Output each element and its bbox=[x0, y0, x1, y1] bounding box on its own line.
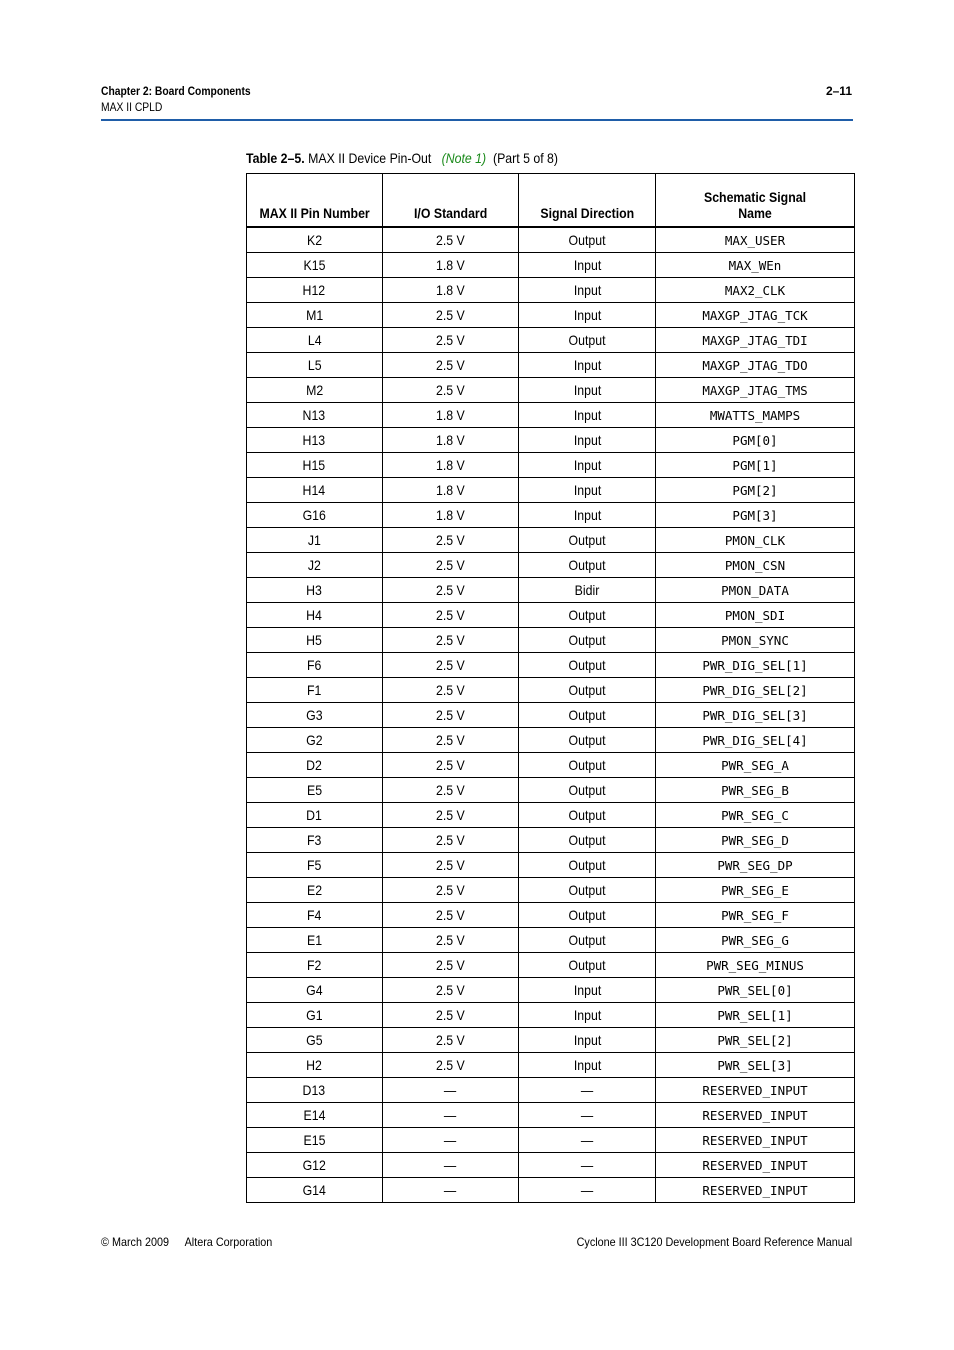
signal-direction-cell: Input bbox=[519, 428, 656, 453]
table-caption bbox=[246, 150, 558, 166]
signal-name-cell: PWR_SEL[1] bbox=[656, 1003, 855, 1028]
signal-name-cell: MAXGP_JTAG_TDO bbox=[656, 353, 855, 378]
table-row bbox=[247, 978, 855, 1003]
table-row bbox=[247, 753, 855, 778]
table-row bbox=[247, 628, 855, 653]
pin-number-cell: H3 bbox=[247, 578, 383, 603]
io-standard-cell: 2.5 V bbox=[382, 378, 519, 403]
table-row bbox=[247, 1003, 855, 1028]
signal-name-cell: PWR_SEL[2] bbox=[656, 1028, 855, 1053]
table-row bbox=[247, 478, 855, 503]
signal-name-cell: PWR_DIG_SEL[4] bbox=[656, 728, 855, 753]
io-standard-cell: 2.5 V bbox=[382, 1003, 519, 1028]
table-row bbox=[247, 353, 855, 378]
io-standard-cell: 2.5 V bbox=[382, 953, 519, 978]
signal-name-cell: PWR_DIG_SEL[2] bbox=[656, 678, 855, 703]
signal-name-cell: PWR_SEG_G bbox=[656, 928, 855, 953]
signal-direction-cell: Input bbox=[519, 403, 656, 428]
signal-name-cell: PWR_SEG_MINUS bbox=[656, 953, 855, 978]
io-standard-cell: 1.8 V bbox=[382, 428, 519, 453]
signal-direction-cell: Output bbox=[519, 603, 656, 628]
table-row bbox=[247, 653, 855, 678]
caption-title: MAX II Device Pin-Out bbox=[308, 150, 432, 166]
pin-number-cell: E1 bbox=[247, 928, 383, 953]
io-standard-cell: 2.5 V bbox=[382, 778, 519, 803]
signal-direction-cell: Output bbox=[519, 753, 656, 778]
pin-number-cell: M2 bbox=[247, 378, 383, 403]
io-standard-cell: 1.8 V bbox=[382, 278, 519, 303]
table-row bbox=[247, 378, 855, 403]
io-standard-cell: 2.5 V bbox=[382, 227, 519, 253]
table-row bbox=[247, 303, 855, 328]
pin-number-cell: G5 bbox=[247, 1028, 383, 1053]
table-row bbox=[247, 803, 855, 828]
pin-number-cell: G1 bbox=[247, 1003, 383, 1028]
io-standard-cell: 2.5 V bbox=[382, 653, 519, 678]
pin-number-cell: H15 bbox=[247, 453, 383, 478]
table-row bbox=[247, 778, 855, 803]
header-rule bbox=[101, 119, 853, 121]
pin-number-cell: E14 bbox=[247, 1103, 383, 1128]
io-standard-cell: — bbox=[382, 1178, 519, 1203]
io-standard-cell: 2.5 V bbox=[382, 328, 519, 353]
table-row bbox=[247, 403, 855, 428]
io-standard-cell: 1.8 V bbox=[382, 253, 519, 278]
pin-number-cell: F2 bbox=[247, 953, 383, 978]
pin-number-cell: E5 bbox=[247, 778, 383, 803]
signal-direction-cell: Bidir bbox=[519, 578, 656, 603]
signal-direction-cell: Input bbox=[519, 378, 656, 403]
signal-name-cell: MAX_USER bbox=[656, 227, 855, 253]
table-row bbox=[247, 578, 855, 603]
pin-number-cell: D2 bbox=[247, 753, 383, 778]
signal-name-cell: MAX_WEn bbox=[656, 253, 855, 278]
table-row bbox=[247, 503, 855, 528]
signal-direction-cell: Input bbox=[519, 1028, 656, 1053]
pin-number-cell: H14 bbox=[247, 478, 383, 503]
signal-direction-cell: Output bbox=[519, 703, 656, 728]
signal-direction-cell: Input bbox=[519, 978, 656, 1003]
signal-name-cell: PMON_CSN bbox=[656, 553, 855, 578]
io-standard-cell: 2.5 V bbox=[382, 878, 519, 903]
pin-number-cell: F4 bbox=[247, 903, 383, 928]
signal-name-cell: PWR_SEG_DP bbox=[656, 853, 855, 878]
signal-direction-cell: Output bbox=[519, 227, 656, 253]
table-row bbox=[247, 1053, 855, 1078]
io-standard-cell: 1.8 V bbox=[382, 478, 519, 503]
pin-number-cell: N13 bbox=[247, 403, 383, 428]
signal-direction-cell: Output bbox=[519, 328, 656, 353]
signal-name-cell: RESERVED_INPUT bbox=[656, 1103, 855, 1128]
pin-number-cell: M1 bbox=[247, 303, 383, 328]
pin-number-cell: K2 bbox=[247, 227, 383, 253]
table-row bbox=[247, 1078, 855, 1103]
table-row bbox=[247, 553, 855, 578]
io-standard-cell: 1.8 V bbox=[382, 403, 519, 428]
signal-name-cell: PMON_DATA bbox=[656, 578, 855, 603]
caption-note-link[interactable]: (Note 1) bbox=[441, 150, 487, 166]
pin-number-cell: F5 bbox=[247, 853, 383, 878]
table-row bbox=[247, 453, 855, 478]
pin-number-cell: F3 bbox=[247, 828, 383, 853]
pin-number-cell: E15 bbox=[247, 1128, 383, 1153]
signal-direction-cell: — bbox=[519, 1128, 656, 1153]
signal-name-cell: RESERVED_INPUT bbox=[656, 1078, 855, 1103]
signal-name-cell: PWR_SEG_B bbox=[656, 778, 855, 803]
signal-name-cell: PGM[2] bbox=[656, 478, 855, 503]
io-standard-cell: 2.5 V bbox=[382, 828, 519, 853]
table-row bbox=[247, 603, 855, 628]
pin-number-cell: G3 bbox=[247, 703, 383, 728]
signal-name-cell: PWR_SEG_C bbox=[656, 803, 855, 828]
signal-name-cell: RESERVED_INPUT bbox=[656, 1153, 855, 1178]
table-row bbox=[247, 253, 855, 278]
io-standard-cell: 2.5 V bbox=[382, 578, 519, 603]
signal-name-cell: PMON_SYNC bbox=[656, 628, 855, 653]
table-row bbox=[247, 853, 855, 878]
signal-name-cell: PMON_CLK bbox=[656, 528, 855, 553]
table-row bbox=[247, 1028, 855, 1053]
pinout-table bbox=[246, 173, 855, 1203]
io-standard-cell: 2.5 V bbox=[382, 603, 519, 628]
signal-name-cell: PWR_SEL[0] bbox=[656, 978, 855, 1003]
pin-number-cell: G2 bbox=[247, 728, 383, 753]
header-io-standard: I/O Standard bbox=[382, 174, 519, 228]
io-standard-cell: 2.5 V bbox=[382, 628, 519, 653]
io-standard-cell: 2.5 V bbox=[382, 303, 519, 328]
page-number: 2–11 bbox=[825, 84, 852, 98]
io-standard-cell: 2.5 V bbox=[382, 528, 519, 553]
table-row bbox=[247, 678, 855, 703]
io-standard-cell: 1.8 V bbox=[382, 453, 519, 478]
table-row bbox=[247, 703, 855, 728]
io-standard-cell: 1.8 V bbox=[382, 503, 519, 528]
signal-direction-cell: Output bbox=[519, 903, 656, 928]
table-row bbox=[247, 903, 855, 928]
pin-number-cell: H2 bbox=[247, 1053, 383, 1078]
signal-direction-cell: Output bbox=[519, 628, 656, 653]
signal-direction-cell: Output bbox=[519, 528, 656, 553]
pin-number-cell: F6 bbox=[247, 653, 383, 678]
signal-name-cell: RESERVED_INPUT bbox=[656, 1128, 855, 1153]
signal-direction-cell: — bbox=[519, 1153, 656, 1178]
table-row bbox=[247, 328, 855, 353]
signal-name-cell: MWATTS_MAMPS bbox=[656, 403, 855, 428]
signal-name-cell: MAX2_CLK bbox=[656, 278, 855, 303]
chapter-title: Chapter 2: Board Components bbox=[101, 84, 251, 98]
io-standard-cell: 2.5 V bbox=[382, 803, 519, 828]
signal-direction-cell: Output bbox=[519, 678, 656, 703]
signal-direction-cell: Output bbox=[519, 728, 656, 753]
table-row bbox=[247, 728, 855, 753]
io-standard-cell: 2.5 V bbox=[382, 553, 519, 578]
signal-name-cell: PWR_SEG_F bbox=[656, 903, 855, 928]
table-row bbox=[247, 428, 855, 453]
footer-manual-title: Cyclone III 3C120 Development Board Reference Manual bbox=[576, 1235, 852, 1249]
signal-direction-cell: Output bbox=[519, 778, 656, 803]
pin-number-cell: D13 bbox=[247, 1078, 383, 1103]
signal-name-cell: PWR_DIG_SEL[3] bbox=[656, 703, 855, 728]
io-standard-cell: 2.5 V bbox=[382, 853, 519, 878]
table-row bbox=[247, 1128, 855, 1153]
table-row bbox=[247, 528, 855, 553]
signal-direction-cell: Input bbox=[519, 453, 656, 478]
header-pin-number: MAX II Pin Number bbox=[247, 174, 383, 228]
pin-number-cell: G16 bbox=[247, 503, 383, 528]
signal-name-cell: PWR_SEG_A bbox=[656, 753, 855, 778]
signal-name-cell: PGM[3] bbox=[656, 503, 855, 528]
io-standard-cell: — bbox=[382, 1153, 519, 1178]
signal-direction-cell: Output bbox=[519, 928, 656, 953]
table-row bbox=[247, 1178, 855, 1203]
signal-name-cell: RESERVED_INPUT bbox=[656, 1178, 855, 1203]
caption-part: (Part 5 of 8) bbox=[492, 150, 559, 166]
signal-direction-cell: Input bbox=[519, 1003, 656, 1028]
pin-number-cell: H4 bbox=[247, 603, 383, 628]
signal-direction-cell: Input bbox=[519, 278, 656, 303]
io-standard-cell: — bbox=[382, 1128, 519, 1153]
pin-number-cell: L5 bbox=[247, 353, 383, 378]
signal-name-cell: PGM[1] bbox=[656, 453, 855, 478]
section-title: MAX II CPLD bbox=[101, 100, 163, 114]
caption-label: Table 2–5. bbox=[246, 150, 305, 166]
pin-number-cell: J1 bbox=[247, 528, 383, 553]
pin-number-cell: G14 bbox=[247, 1178, 383, 1203]
signal-name-cell: MAXGP_JTAG_TDI bbox=[656, 328, 855, 353]
footer-date: © March 2009 bbox=[101, 1235, 169, 1249]
signal-name-cell: PWR_SEL[3] bbox=[656, 1053, 855, 1078]
signal-name-cell: PWR_SEG_D bbox=[656, 828, 855, 853]
signal-name-cell: MAXGP_JTAG_TMS bbox=[656, 378, 855, 403]
footer-company: Altera Corporation bbox=[184, 1235, 273, 1249]
signal-direction-cell: Input bbox=[519, 353, 656, 378]
io-standard-cell: 2.5 V bbox=[382, 678, 519, 703]
pin-number-cell: D1 bbox=[247, 803, 383, 828]
io-standard-cell: — bbox=[382, 1103, 519, 1128]
pin-number-cell: G12 bbox=[247, 1153, 383, 1178]
io-standard-cell: — bbox=[382, 1078, 519, 1103]
signal-direction-cell: Input bbox=[519, 503, 656, 528]
signal-direction-cell: — bbox=[519, 1078, 656, 1103]
signal-name-cell: PMON_SDI bbox=[656, 603, 855, 628]
pin-number-cell: H5 bbox=[247, 628, 383, 653]
signal-name-cell: PWR_DIG_SEL[1] bbox=[656, 653, 855, 678]
signal-direction-cell: Output bbox=[519, 853, 656, 878]
table-header-row bbox=[247, 174, 855, 228]
io-standard-cell: 2.5 V bbox=[382, 928, 519, 953]
io-standard-cell: 2.5 V bbox=[382, 703, 519, 728]
io-standard-cell: 2.5 V bbox=[382, 353, 519, 378]
io-standard-cell: 2.5 V bbox=[382, 753, 519, 778]
pin-number-cell: L4 bbox=[247, 328, 383, 353]
table-row bbox=[247, 828, 855, 853]
io-standard-cell: 2.5 V bbox=[382, 903, 519, 928]
table-row bbox=[247, 953, 855, 978]
io-standard-cell: 2.5 V bbox=[382, 1028, 519, 1053]
signal-direction-cell: Input bbox=[519, 478, 656, 503]
table-row bbox=[247, 1103, 855, 1128]
pin-number-cell: K15 bbox=[247, 253, 383, 278]
signal-direction-cell: — bbox=[519, 1103, 656, 1128]
pin-number-cell: E2 bbox=[247, 878, 383, 903]
table-row bbox=[247, 878, 855, 903]
io-standard-cell: 2.5 V bbox=[382, 728, 519, 753]
signal-direction-cell: Output bbox=[519, 878, 656, 903]
pin-number-cell: G4 bbox=[247, 978, 383, 1003]
signal-direction-cell: Output bbox=[519, 803, 656, 828]
signal-name-cell: MAXGP_JTAG_TCK bbox=[656, 303, 855, 328]
table-row bbox=[247, 227, 855, 253]
signal-direction-cell: Input bbox=[519, 303, 656, 328]
signal-direction-cell: Input bbox=[519, 1053, 656, 1078]
pin-number-cell: H12 bbox=[247, 278, 383, 303]
signal-name-cell: PWR_SEG_E bbox=[656, 878, 855, 903]
signal-direction-cell: Output bbox=[519, 953, 656, 978]
pin-number-cell: J2 bbox=[247, 553, 383, 578]
signal-direction-cell: Input bbox=[519, 253, 656, 278]
pin-number-cell: H13 bbox=[247, 428, 383, 453]
signal-name-cell: PGM[0] bbox=[656, 428, 855, 453]
header-signal-name: Schematic Signal Name bbox=[656, 174, 855, 228]
signal-direction-cell: Output bbox=[519, 828, 656, 853]
pin-number-cell: F1 bbox=[247, 678, 383, 703]
table-row bbox=[247, 928, 855, 953]
signal-direction-cell: Output bbox=[519, 553, 656, 578]
footer-left bbox=[101, 1235, 272, 1249]
header-signal-direction: Signal Direction bbox=[519, 174, 656, 228]
running-header bbox=[101, 83, 275, 115]
signal-direction-cell: — bbox=[519, 1178, 656, 1203]
io-standard-cell: 2.5 V bbox=[382, 1053, 519, 1078]
table-row bbox=[247, 1153, 855, 1178]
table-row bbox=[247, 278, 855, 303]
io-standard-cell: 2.5 V bbox=[382, 978, 519, 1003]
signal-direction-cell: Output bbox=[519, 653, 656, 678]
